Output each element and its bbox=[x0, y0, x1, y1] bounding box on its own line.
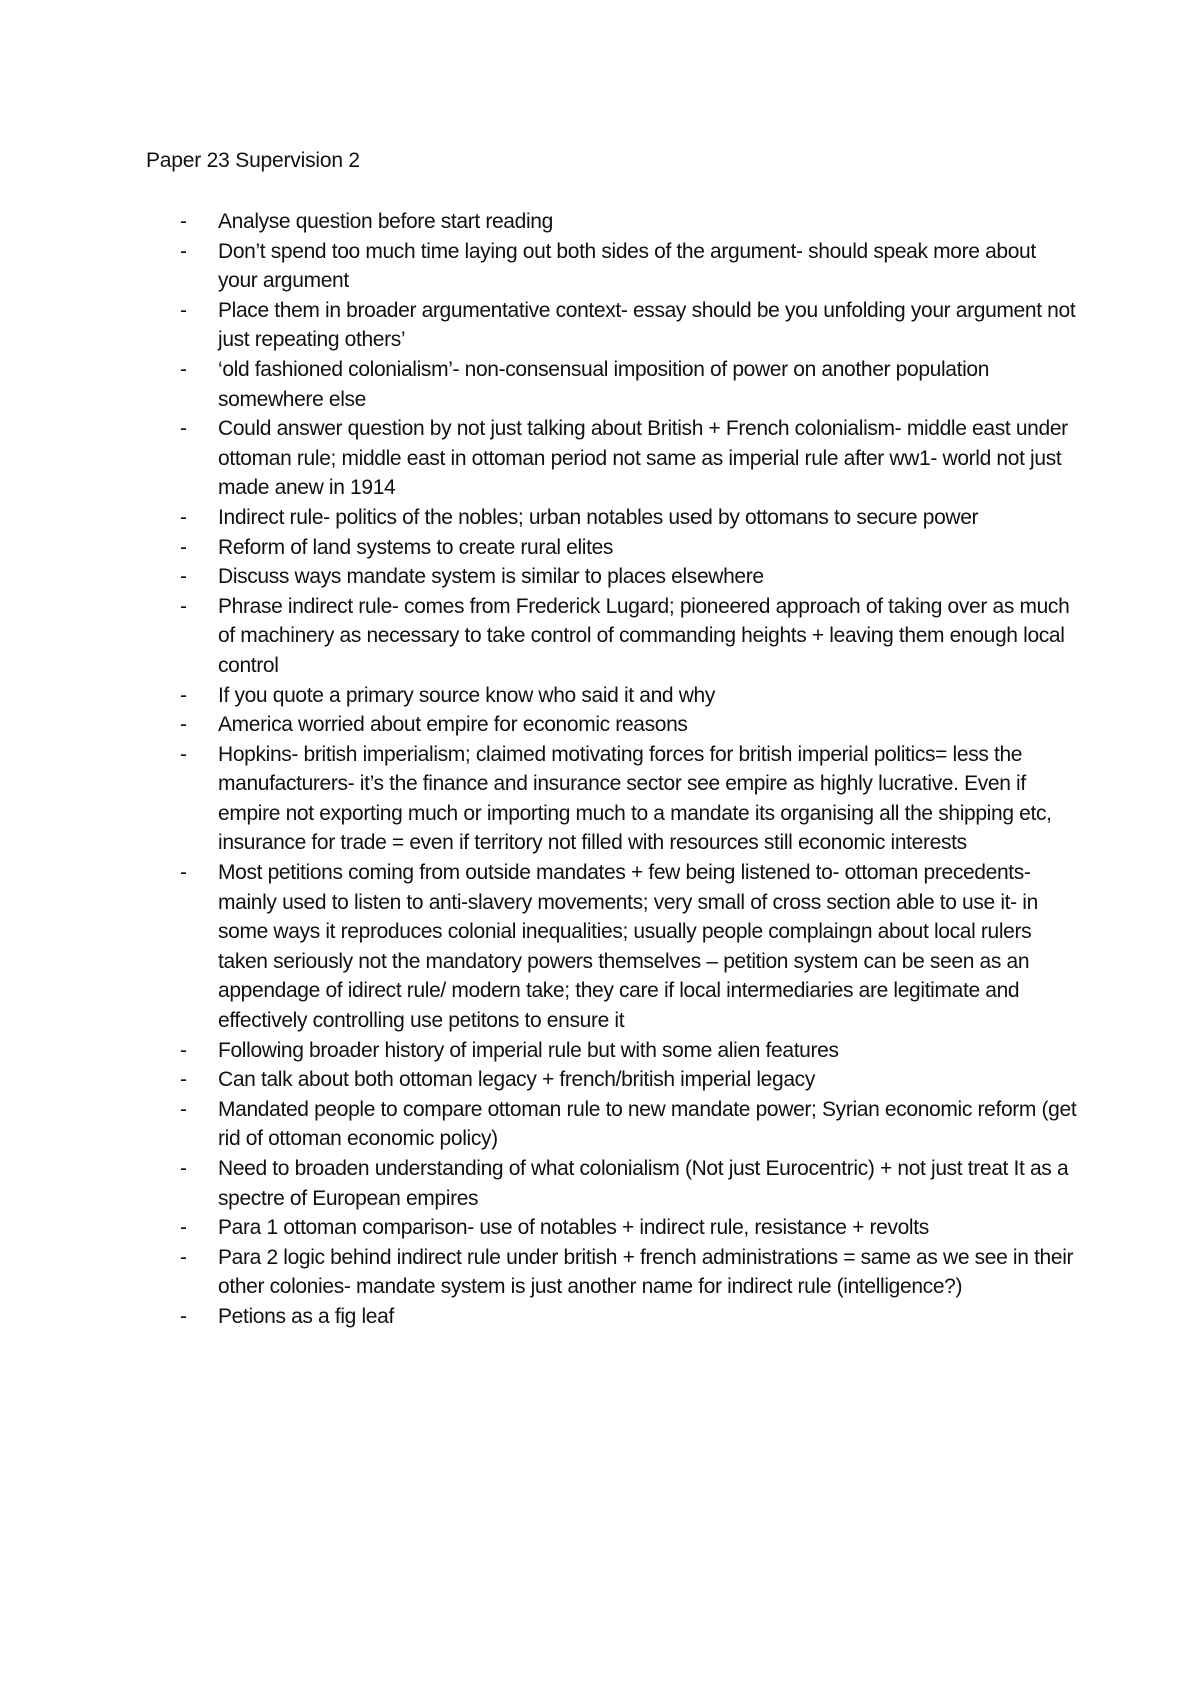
note-text: Most petitions coming from outside mandates + few being listened to- ottoman precedents- mainly used to listen to anti-slavery movements; very small of cross section able to use it- in some ways it reproduces colonial inequalities; usually people complaingn about local rulers taken seriously not the mandatory powers themselves – petition system can be seen as an appendage of idirect rule/ modern take; they care if local intermediaries are legitimate and effectively controlling use petitons to ensure it bbox=[218, 861, 1038, 1033]
note-text: Analyse question before start reading bbox=[218, 210, 553, 233]
list-item bbox=[180, 858, 1080, 1036]
note-text: Mandated people to compare ottoman rule to new mandate power; Syrian economic reform (get rid of ottoman economic policy) bbox=[218, 1097, 1077, 1151]
note-text: Place them in broader argumentative context- essay should be you unfolding your argument not just repeating others’ bbox=[218, 298, 1076, 352]
bullet-dash: - bbox=[180, 535, 187, 559]
bullet-dash: - bbox=[180, 565, 187, 589]
bullet-dash: - bbox=[180, 1038, 187, 1062]
note-text: Petions as a fig leaf bbox=[218, 1304, 394, 1328]
note-text: Para 1 ottoman comparison- use of notables + indirect rule, resistance + revolts bbox=[218, 1216, 929, 1240]
bullet-dash: - bbox=[180, 861, 187, 885]
bullet-dash: - bbox=[180, 505, 187, 529]
bullet-dash: - bbox=[180, 417, 187, 441]
note-text: Phrase indirect rule- comes from Frederick Lugard; pioneered approach of taking over as much of machinery as necessary to take control of commanding heights + leaving them enough local control bbox=[218, 594, 1070, 677]
bullet-dash: - bbox=[180, 1245, 187, 1269]
note-text: Hopkins- british imperialism; claimed motivating forces for british imperial politics= less the manufacturers- it’s the finance and insurance sector see empire as highly lucrative. Even if empire not exporting much or importing much to a mandate its organising all the shipping etc, insurance for trade = even if territory not filled with resources still economic interests bbox=[218, 742, 1052, 855]
note-text: ‘old fashioned colonialism’- non-consensual imposition of power on another population somewhere else bbox=[218, 357, 990, 411]
note-text: Para 2 logic behind indirect rule under british + french administrations = same as we see in their other colonies- mandate system is just another name for indirect rule (intelligence?) bbox=[218, 1245, 1074, 1299]
bullet-dash: - bbox=[180, 594, 187, 618]
document-title: Paper 23 Supervision 2 bbox=[146, 149, 360, 172]
bullet-dash: - bbox=[180, 1157, 187, 1180]
list-item bbox=[180, 592, 1080, 681]
list-item bbox=[180, 533, 1080, 563]
list-item bbox=[180, 355, 1080, 414]
list-item bbox=[180, 681, 1080, 711]
note-text: Following broader history of imperial rule but with some alien features bbox=[218, 1038, 839, 1062]
list-item bbox=[180, 1243, 1080, 1302]
list-item bbox=[180, 710, 1080, 740]
note-text: Need to broaden understanding of what colonialism (Not just Eurocentric) + not just treat It as a spectre of European empires bbox=[218, 1157, 1069, 1210]
bullet-dash: - bbox=[180, 210, 187, 233]
list-item bbox=[180, 414, 1080, 503]
note-text: Don’t spend too much time laying out both sides of the argument- should speak more about your argument bbox=[218, 239, 1036, 293]
bullet-dash: - bbox=[180, 1304, 187, 1328]
bullet-dash: - bbox=[180, 683, 187, 707]
bullet-dash: - bbox=[180, 1216, 187, 1240]
note-text: If you quote a primary source know who said it and why bbox=[218, 683, 716, 707]
list-item bbox=[180, 1065, 1080, 1095]
note-text: Discuss ways mandate system is similar to places elsewhere bbox=[218, 565, 764, 589]
bullet-dash: - bbox=[180, 1097, 187, 1121]
bullet-dash: - bbox=[180, 239, 187, 263]
note-text: America worried about empire for economic reasons bbox=[218, 713, 688, 737]
list-item bbox=[180, 740, 1080, 858]
list-item bbox=[180, 562, 1080, 592]
list-item bbox=[180, 1213, 1080, 1243]
list-item bbox=[180, 296, 1080, 355]
bullet-dash: - bbox=[180, 713, 187, 737]
note-text: Indirect rule- politics of the nobles; urban notables used by ottomans to secure power bbox=[218, 505, 979, 529]
bullet-dash: - bbox=[180, 1068, 187, 1092]
list-item bbox=[180, 503, 1080, 533]
list-item bbox=[180, 207, 1080, 237]
list-item bbox=[180, 237, 1080, 296]
list-item bbox=[180, 1036, 1080, 1066]
bullet-dash: - bbox=[180, 742, 187, 766]
list-item bbox=[180, 1154, 1080, 1213]
list-item bbox=[180, 1095, 1080, 1154]
note-text: Could answer question by not just talking about British + French colonialism- middle east under ottoman rule; middle east in ottoman period not same as imperial rule after ww1- world not just made anew in 1914 bbox=[218, 417, 1068, 500]
note-text: Reform of land systems to create rural elites bbox=[218, 535, 614, 559]
bullet-dash: - bbox=[180, 298, 187, 322]
notes-list bbox=[180, 207, 1080, 1332]
list-item bbox=[180, 1302, 1080, 1332]
bullet-dash: - bbox=[180, 357, 187, 381]
note-text: Can talk about both ottoman legacy + french/british imperial legacy bbox=[218, 1068, 815, 1092]
